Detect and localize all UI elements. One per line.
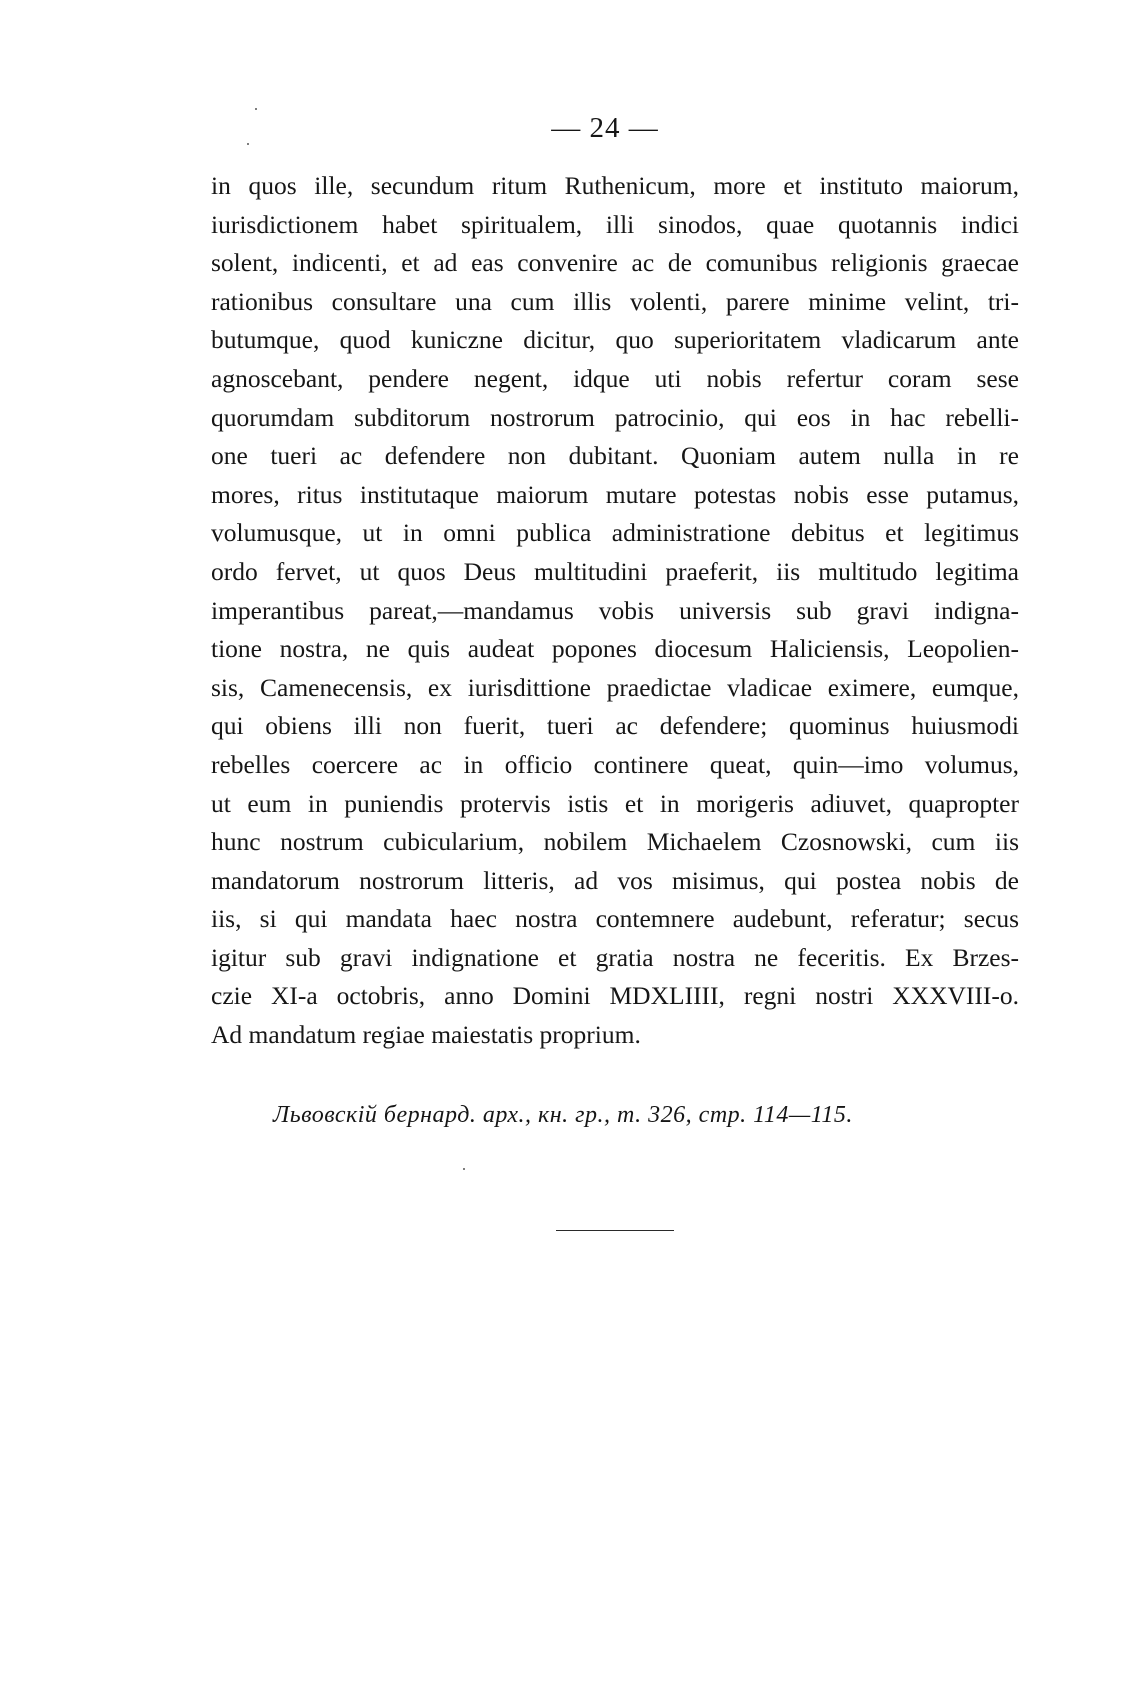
ink-speck (247, 143, 249, 145)
closing-rule (556, 1230, 674, 1231)
text-line: ut eum in puniendis protervis istis et in morigeris adiuvet, quapropter (211, 788, 1019, 818)
body-text (211, 167, 1019, 1055)
text-line: one tueri ac defendere non dubitant. Quoniam autem nulla in re (211, 441, 1019, 471)
text-line: volumusque, ut in omni publica administratione debitus et legitimus (211, 518, 1019, 548)
text-line: czie XI-a octobris, anno Domini MDXLIIII, regni nostri XXXVIII-o. (211, 981, 1019, 1011)
text-line: igitur sub gravi indignatione et gratia nostra ne feceritis. Ex Brzes- (211, 942, 1019, 972)
text-line: iurisdictionem habet spiritualem, illi sinodos, quae quotannis indici (211, 209, 1019, 239)
text-line: iis, si qui mandata haec nostra contemnere audebunt, referatur; secus (211, 904, 1019, 934)
text-line: imperantibus pareat,—mandamus vobis universis sub gravi indigna- (211, 595, 1019, 625)
page-number: — 24 — (551, 112, 659, 144)
text-line: qui obiens illi non fuerit, tueri ac defendere; quominus huiusmodi (211, 711, 1019, 741)
text-line: hunc nostrum cubicularium, nobilem Michaelem Czosnowski, cum iis (211, 827, 1019, 857)
text-line: Ad mandatum regiae maiestatis proprium. (211, 1020, 641, 1050)
text-line: in quos ille, secundum ritum Ruthenicum, more et instituto maiorum, (211, 171, 1019, 200)
text-line: butumque, quod kuniczne dicitur, quo superioritatem vladicarum ante (211, 325, 1019, 355)
text-line: agnoscebant, pendere negent, idque uti nobis refertur coram sese (211, 363, 1019, 393)
text-line: tione nostra, ne quis audeat popones diocesum Haliciensis, Leopolien- (211, 634, 1019, 664)
text-line: mores, ritus institutaque maiorum mutare potestas nobis esse putamus, (211, 479, 1019, 509)
text-line: ordo fervet, ut quos Deus multitudini praeferit, iis multitudo legitima (211, 556, 1019, 586)
text-line: quorumdam subditorum nostrorum patrocinio, qui eos in hac rebelli- (211, 402, 1019, 432)
source-citation: Львовскій бернард. арх., кн. гр., т. 326, стр. 114—115. (273, 1102, 853, 1128)
text-line: solent, indicenti, et ad eas convenire ac de comunibus religionis graecae (211, 248, 1019, 278)
ink-speck (255, 108, 257, 110)
text-line: rationibus consultare una cum illis volenti, parere minime velint, tri- (211, 286, 1019, 316)
text-line: rebelles coercere ac in officio continere queat, quin—imo volumus, (211, 749, 1019, 779)
ink-speck (463, 1168, 465, 1170)
text-line: mandatorum nostrorum litteris, ad vos misimus, qui postea nobis de (211, 865, 1019, 895)
text-line: sis, Camenecensis, ex iurisdittione praedictae vladicae eximere, eumque, (211, 672, 1019, 702)
